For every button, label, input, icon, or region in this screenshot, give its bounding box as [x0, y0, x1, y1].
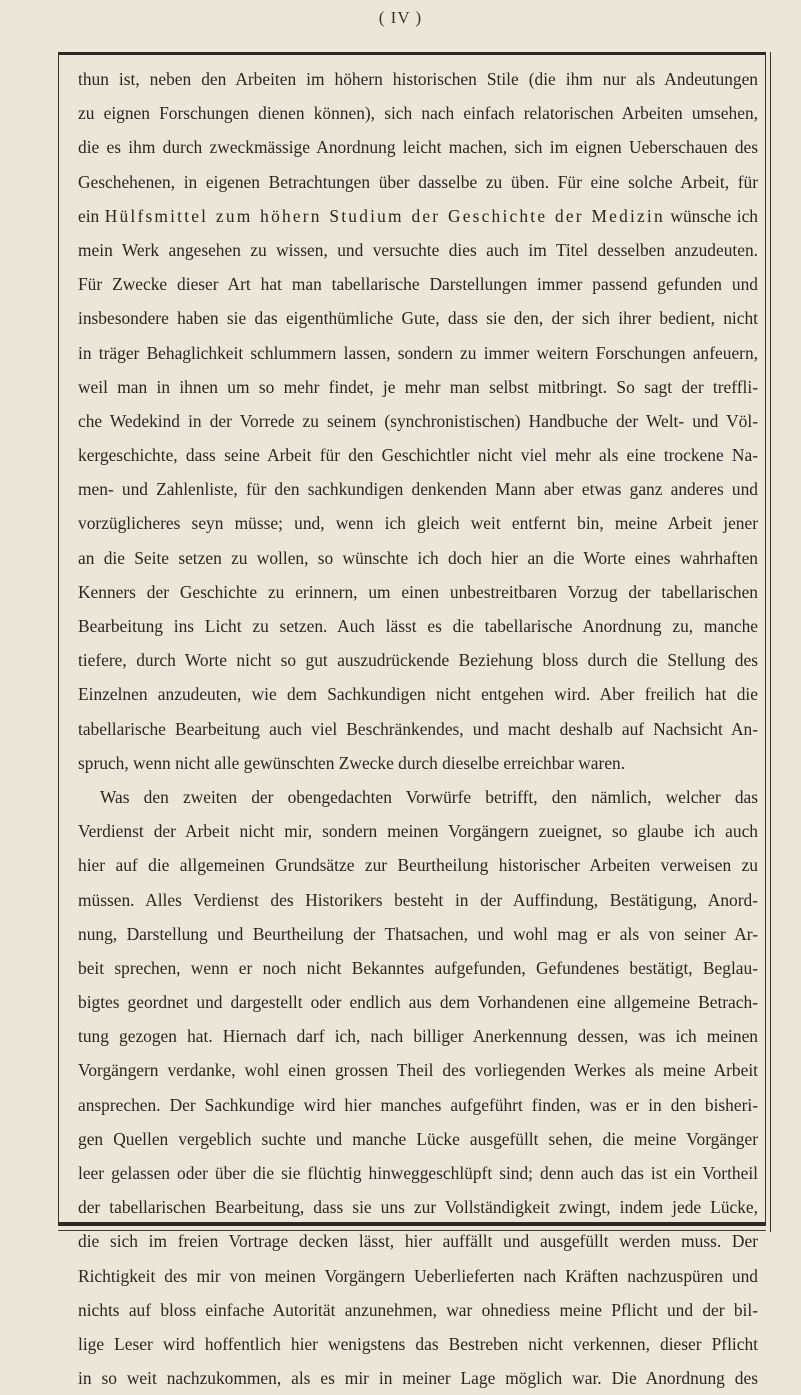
text-line: insbesondere haben sie das eigenthümliche Gute, dass sie den, der sich ihrer bedient, nicht — [78, 308, 758, 329]
text-line: ein Hülfsmittel zum höhern Studium der Geschichte der Medizin wünsche ich — [78, 205, 758, 226]
text-line: gen Quellen vergeblich suchte und manche Lücke ausgefüllt sehen, die meine Vorgänger — [78, 1128, 758, 1149]
text-line: ansprechen. Der Sachkundige wird hier manches aufgeführt finden, was er in den bisheri- — [78, 1094, 758, 1115]
text-line: tung gezogen hat. Hiernach darf ich, nach billiger Anerkennung dessen, was ich meinen — [78, 1026, 758, 1047]
text-line: vorzüglicheres seyn müsse; und, wenn ich gleich weit entfernt bin, meine Arbeit jener — [78, 513, 758, 534]
text-line: lige Leser wird hoffentlich hier wenigstens das Bestreben nicht verkennen, dieser Pflicht — [78, 1333, 758, 1354]
text-line: Vorgängern verdanke, wohl einen grossen Theil des vorliegenden Werkes als meine Arbeit — [78, 1060, 758, 1081]
text-line: Für Zwecke dieser Art hat man tabellarische Darstellungen immer passend gefunden und — [78, 274, 758, 295]
text-line: zu eignen Forschungen dienen können), sich nach einfach relatorischen Arbeiten umsehen, — [78, 103, 758, 124]
text-line: Einzelnen anzudeuten, wie dem Sachkundigen nicht entgehen wird. Aber freilich hat die — [78, 684, 758, 705]
text-line: mein Werk angesehen zu wissen, und versuchte dies auch im Titel desselben anzudeuten. — [78, 239, 758, 260]
text-line: bigtes geordnet und dargestellt oder endlich aus dem Vorhandenen eine allgemeine Betrach- — [78, 992, 758, 1013]
text-line: Kenners der Geschichte zu erinnern, um einen unbestreitbaren Vorzug der tabellarischen — [78, 581, 758, 602]
text-line: Verdienst der Arbeit nicht mir, sondern meinen Vorgängern zueignet, so glaube ich auch — [78, 821, 758, 842]
text-line: nung, Darstellung und Beurtheilung der Thatsachen, und wohl mag er als von seiner Ar- — [78, 923, 758, 944]
text-line: Was den zweiten der obengedachten Vorwürfe betrifft, den nämlich, welcher das — [100, 786, 758, 807]
text-line: che Wedekind in der Vorrede zu seinem (synchronistischen) Handbuche der Welt- und Völ- — [78, 410, 758, 431]
text-line: tabellarische Bearbeitung auch viel Beschränkendes, und macht deshalb auf Nachsicht An- — [78, 718, 758, 739]
text-line: die sich im freien Vortrage decken lässt, hier auffällt und ausgefüllt werden muss. Der — [78, 1231, 758, 1252]
emphasized-title-phrase: Hülfsmittel zum höhern Studium der Geschichte der Medizin — [104, 205, 665, 226]
text-line: leer gelassen oder über die sie flüchtig hinweggeschlüpft sind; denn auch das ist ein Vortheil — [78, 1163, 758, 1183]
text-line: men- und Zahlenliste, für den sachkundigen denkenden Mann aber etwas ganz anderes und — [78, 479, 758, 500]
text-line: nichts auf bloss einfache Autorität anzunehmen, war ohnediess meine Pflicht und der bil- — [78, 1299, 758, 1320]
frame-rule-right — [770, 52, 771, 1232]
text-line: in träger Behaglichkeit schlummern lassen, sondern zu immer weitern Forschungen anfeuern, — [78, 342, 758, 363]
text-line: in so weit nachzukommen, als es mir in meiner Lage möglich war. Die Anordnung des — [78, 1368, 758, 1389]
text-line: der tabellarischen Bearbeitung, dass sie uns zur Vollständigkeit zwingt, indem jede Lücke, — [78, 1197, 758, 1218]
text-line: Richtigkeit des mir von meinen Vorgängern Ueberlieferten nach Kräften nachzuspüren und — [78, 1265, 758, 1286]
text-line: müssen. Alles Verdienst des Historikers besteht in der Auffindung, Bestätigung, Anord- — [78, 889, 758, 910]
text-line: tiefere, durch Worte nicht so gut auszudrückende Beziehung bloss durch die Stellung des — [78, 650, 758, 671]
text-line: spruch, wenn nicht alle gewünschten Zwecke durch dieselbe erreichbar waren. — [78, 752, 626, 773]
text-line: kergeschichte, dass seine Arbeit für den Geschichtler nicht viel mehr als eine trockene Na- — [78, 445, 758, 466]
text-line: Bearbeitung ins Licht zu setzen. Auch lässt es die tabellarische Anordnung zu, manche — [78, 616, 758, 636]
text-line: hier auf die allgemeinen Grundsätze zur Beurtheilung historischer Arbeiten verweisen zu — [78, 855, 758, 876]
text-line: an die Seite setzen zu wollen, so wünschte ich doch hier an die Worte eines wahrhaften — [78, 547, 758, 568]
text-line: weil man in ihnen um so mehr findet, je mehr man selbst mitbringt. So sagt der treffli- — [78, 376, 758, 397]
text-line: beit sprechen, wenn er noch nicht Bekanntes aufgefunden, Gefundenes bestätigt, Beglau- — [78, 957, 758, 978]
text-line: Geschehenen, in eigenen Betrachtungen über dasselbe zu üben. Für eine solche Arbeit, für — [78, 171, 758, 192]
page-number: ( IV ) — [378, 8, 423, 27]
text-line: die es ihm durch zweckmässige Anordnung leicht machen, sich im eignen Ueberschauen des — [78, 137, 758, 158]
text-line: thun ist, neben den Arbeiten im höhern historischen Stile (die ihm nur als Andeutungen — [78, 69, 758, 89]
body-text — [78, 62, 758, 1395]
